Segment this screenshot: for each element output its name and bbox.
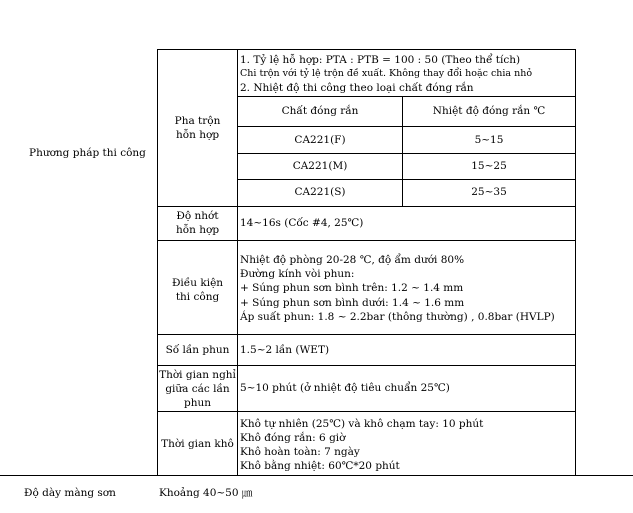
method-label: Phương pháp thi công <box>29 147 146 159</box>
subtable-row2-bottom <box>237 179 576 180</box>
mixing-label-line2: hỗn hợp <box>175 129 220 141</box>
table-border-bottom <box>0 475 633 476</box>
recoat-label-line3: phun <box>183 397 211 409</box>
mixing-label-line1: Pha trộn <box>174 115 221 127</box>
conditions-line: + Súng phun sơn bình dưới: 1.4 ~ 1.6 mm <box>240 297 465 309</box>
table-border-top <box>157 49 576 50</box>
viscosity-label-line2: hỗn hợp <box>175 224 220 236</box>
recoat-label-line2: giữa các lần <box>165 383 230 395</box>
subtable-header-bottom <box>237 126 576 127</box>
row-divider-mixing <box>157 206 576 207</box>
drying-line: Khô hoàn toàn: 7 ngày <box>240 446 360 458</box>
recoat-value: 5~10 phút (ở nhiệt độ tiêu chuẩn 25℃) <box>240 382 450 394</box>
row-divider-coats <box>157 365 576 366</box>
recoat-label-line1: Thời gian nghỉ <box>159 369 236 381</box>
mixing-note: Chi trộn với tỷ lệ trộn đề xuất. Không thay đổi hoặc chia nhỏ <box>240 68 533 79</box>
conditions-line: Áp suất phun: 1.8 ~ 2.2bar (thông thường) , 0.8bar (HVLP) <box>240 311 555 323</box>
viscosity-value: 14~16s (Cốc #4, 25℃) <box>240 217 364 229</box>
coats-value: 1.5~2 lần (WET) <box>240 344 330 356</box>
subtable-top <box>237 96 576 97</box>
mixing-ratio: 1. Tỷ lệ hỗ hợp: PTA : PTB = 100 : 50 (Theo thể tích) <box>240 54 521 66</box>
thickness-value: Khoảng 40~50 ㎛ <box>159 487 253 499</box>
viscosity-label-line1: Độ nhớt <box>176 210 219 222</box>
header-hardener: Chất đóng rắn <box>281 105 359 117</box>
drying-label: Thời gian khô <box>161 438 234 450</box>
hardener-cell: CA221(F) <box>294 134 346 146</box>
temp-cell: 15~25 <box>471 160 507 172</box>
header-temp: Nhiệt độ đóng rắn ℃ <box>432 105 546 117</box>
conditions-line: + Súng phun sơn bình trên: 1.2 ~ 1.4 mm <box>240 282 464 294</box>
drying-line: Khô tự nhiên (25℃) và khô chạm tay: 10 phút <box>240 418 484 430</box>
row-divider-conditions <box>157 334 576 335</box>
row-divider-recoat <box>157 411 576 412</box>
drying-line: Khô bằng nhiệt: 60℃*20 phút <box>240 460 400 472</box>
thickness-label: Độ dày màng sơn <box>24 487 116 499</box>
hardener-cell: CA221(S) <box>294 186 346 198</box>
conditions-label-line2: thi công <box>175 291 220 303</box>
coats-label: Số lần phun <box>165 344 230 356</box>
temp-cell: 25~35 <box>471 186 507 198</box>
subtable-row1-bottom <box>237 153 576 154</box>
conditions-line: Nhiệt độ phòng 20-28 ℃, độ ẩm dưới 80% <box>240 254 465 266</box>
mixing-temp-heading: 2. Nhiệt độ thi công theo loại chất đóng rắn <box>240 82 474 94</box>
drying-line: Khô đóng rắn: 6 giờ <box>240 432 346 444</box>
conditions-line: Đường kính vòi phun: <box>240 268 355 280</box>
hardener-cell: CA221(M) <box>292 160 348 172</box>
row-divider-viscosity <box>157 240 576 241</box>
temp-cell: 5~15 <box>474 134 504 146</box>
conditions-label-line1: Điều kiện <box>171 277 224 289</box>
